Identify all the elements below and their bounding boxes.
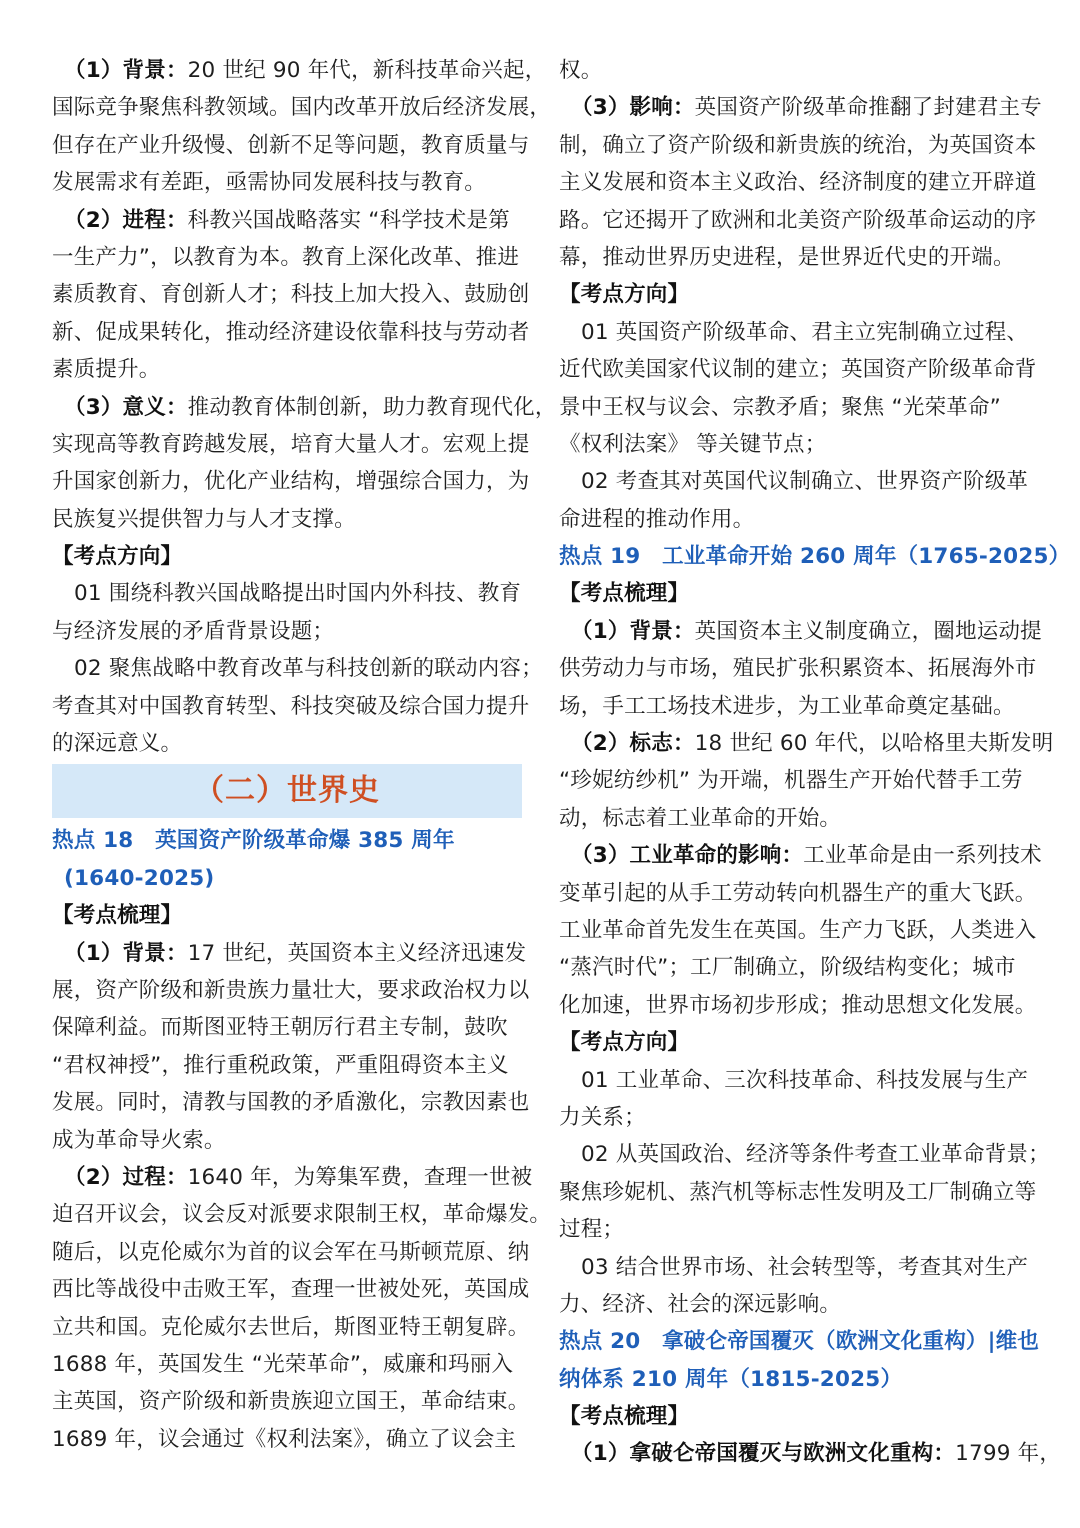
text-line: 随后，以克伦威尔为首的议会军在马斯顿荒原、纳 xyxy=(52,1239,530,1265)
text-line: 主义发展和资本主义政治、经济制度的建立开辟道 xyxy=(559,170,1037,196)
paragraph-industrial-background xyxy=(559,613,1042,725)
text-line: 热点 18 英国资产阶级革命爆 385 周年 xyxy=(52,828,455,854)
direction-item xyxy=(559,1249,1031,1324)
right-column xyxy=(559,52,1071,1473)
text-line: 立共和国。克伦威尔去世后，斯图亚特王朝复辟。 xyxy=(52,1314,530,1340)
text-line: 工业革命是由一系列技术 xyxy=(803,843,1042,869)
paragraph-background xyxy=(52,52,552,202)
text-line: 考查其对中国教育转型、科技突破及综合国力提升 xyxy=(52,693,530,719)
direction-item xyxy=(559,463,1031,538)
text-line: 供劳动力与市场，殖民扩张积累资本、拓展海外市 xyxy=(559,656,1037,682)
continuation-text: 权。 xyxy=(559,58,603,83)
paragraph-revolution-impact xyxy=(559,89,1042,276)
hot-topic-20-title xyxy=(559,1323,1040,1398)
text-line: 力关系； xyxy=(559,1104,646,1130)
text-line: 素质提升。 xyxy=(52,357,161,383)
text-line: 聚焦珍妮机、蒸汽机等标志性发明及工厂制确立等 xyxy=(559,1179,1037,1205)
label: （2）标志： xyxy=(571,731,695,757)
direction-item xyxy=(52,575,522,650)
text-line: 推动教育体制创新，助力教育现代化， xyxy=(187,394,557,420)
text-line: 02 聚焦战略中教育改革与科技创新的联动内容； xyxy=(74,656,543,682)
left-column xyxy=(52,52,557,1458)
label: （3）意义： xyxy=(64,394,188,420)
text-line: 1640 年，为筹集军费，查理一世被 xyxy=(187,1164,533,1190)
label: （1）背景： xyxy=(64,58,188,83)
text-line: 与经济发展的矛盾背景设题； xyxy=(52,618,335,644)
text-line: 实现高等教育跨越发展，培育大量人才。宏观上提 xyxy=(52,431,530,457)
text-line: 02 考查其对英国代议制确立、世界资产阶级革 xyxy=(581,469,1029,495)
text-line: 但存在产业升级慢、创新不足等问题，教育质量与 xyxy=(52,132,530,158)
paragraph-significance xyxy=(52,389,557,539)
section-heading-key-points: 【考点梳理】 xyxy=(559,581,690,607)
label: （1）拿破仑帝国覆灭与欧洲文化重构： xyxy=(571,1441,956,1467)
text-line: 工业革命首先发生在英国。生产力飞跃，人类进入 xyxy=(559,917,1037,943)
text-line: 01 英国资产阶级革命、君主立宪制确立过程、 xyxy=(581,319,1029,345)
text-line: “珍妮纺纱机” 为开端，机器生产开始代替手工劳 xyxy=(559,768,1023,794)
text-line: 素质教育、育创新人才；科技上加大投入、鼓励创 xyxy=(52,282,530,308)
text-line: 英国资产阶级革命推翻了封建君主专 xyxy=(694,95,1042,121)
text-line: (1640-2025) xyxy=(64,865,215,891)
text-line: 17 世纪，英国资本主义经济迅速发 xyxy=(187,940,527,966)
text-line: 成为革命导火索。 xyxy=(52,1127,226,1153)
text-line: 迫召开议会，议会反对派要求限制王权，革命爆发。 xyxy=(52,1202,552,1228)
text-line: 1688 年，英国发生 “光荣革命”，威廉和玛丽入 xyxy=(52,1351,514,1377)
text-line: 过程； xyxy=(559,1217,625,1243)
text-line: “蒸汽时代”；工厂制确立，阶级结构变化；城市 xyxy=(559,955,1016,981)
text-line: 纳体系 210 周年（1815-2025） xyxy=(559,1366,903,1392)
section-heading-exam-direction: 【考点方向】 xyxy=(52,544,183,570)
text-line: 民族复兴提供智力与人才支撑。 xyxy=(52,506,356,532)
section-banner-world-history: （二）世界史 xyxy=(52,764,522,818)
paragraph-progress xyxy=(52,202,530,389)
text-line: 01 围绕科教兴国战略提出时国内外科技、教育 xyxy=(74,581,522,607)
label: （1）背景： xyxy=(64,940,188,966)
text-line: 热点 20 拿破仑帝国覆灭（欧洲文化重构）|维也 xyxy=(559,1329,1040,1355)
text-line: 《权利法案》 等关键节点； xyxy=(559,431,827,457)
paragraph-industrial-marker xyxy=(559,725,1054,837)
text-line: 国际竞争聚焦科教领域。国内改革开放后经济发展， xyxy=(52,95,552,121)
text-line: 20 世纪 90 年代，新科技革命兴起， xyxy=(187,58,547,83)
text-line: “君权神授”，推行重税政策，严重阻碍资本主义 xyxy=(52,1052,509,1078)
text-line: 英国资本主义制度确立，圈地运动提 xyxy=(694,618,1042,644)
text-line: 一生产力”，以教育为本。教育上深化改革、推进 xyxy=(52,244,520,270)
text-line: 主英国，资产阶级和新贵族迎立国王，革命结束。 xyxy=(52,1389,530,1415)
text-line: 02 从英国政治、经济等条件考查工业革命背景； xyxy=(581,1142,1050,1168)
label: （3）影响： xyxy=(571,95,695,121)
hot-topic-18-title xyxy=(52,822,522,897)
text-line: 18 世纪 60 年代，以哈格里夫斯发明 xyxy=(694,731,1054,757)
text-line: 命进程的推动作用。 xyxy=(559,506,755,532)
text-line: 场，手工工场技术进步，为工业革命奠定基础。 xyxy=(559,693,1015,719)
text-line: 1799 年， xyxy=(955,1441,1062,1467)
text-line: 制，确立了资产阶级和新贵族的统治，为英国资本 xyxy=(559,132,1037,158)
text-line: 力、经济、社会的深远影响。 xyxy=(559,1291,842,1317)
text-line: 发展。同时，清教与国教的矛盾激化，宗教因素也 xyxy=(52,1090,530,1116)
label: （1）背景： xyxy=(571,618,695,644)
text-line: 化加速，世界市场初步形成；推动思想文化发展。 xyxy=(559,992,1037,1018)
direction-item xyxy=(559,1062,1031,1137)
section-heading-key-points: 【考点梳理】 xyxy=(52,903,183,929)
label: （2）进程： xyxy=(64,207,188,233)
label: （2）过程： xyxy=(64,1164,188,1190)
text-line: 路。它还揭开了欧洲和北美资产阶级革命运动的序 xyxy=(559,207,1037,233)
direction-item xyxy=(559,1136,1050,1248)
text-line: 03 结合世界市场、社会转型等，考查其对生产 xyxy=(581,1254,1029,1280)
text-line: 变革引起的从手工劳动转向机器生产的重大飞跃。 xyxy=(559,880,1037,906)
section-heading-exam-direction: 【考点方向】 xyxy=(559,1030,690,1056)
text-line: 展，资产阶级和新贵族力量壮大，要求政治权力以 xyxy=(52,977,530,1003)
text-line: 景中王权与议会、宗教矛盾；聚焦 “光荣革命” xyxy=(559,394,1002,420)
text-line: 保障利益。而斯图亚特王朝厉行君主专制，鼓吹 xyxy=(52,1015,508,1041)
paragraph-revolution-process xyxy=(52,1159,552,1458)
text-line: 升国家创新力，优化产业结构，增强综合国力，为 xyxy=(52,469,530,495)
text-line: 新、促成果转化，推动经济建设依靠科技与劳动者 xyxy=(52,319,530,345)
label: （3）工业革命的影响： xyxy=(571,843,804,869)
text-line: 西比等战役中击败王军，查理一世被处死，英国成 xyxy=(52,1277,530,1303)
paragraph-industrial-impact xyxy=(559,837,1042,1024)
text-line: 01 工业革命、三次科技革命、科技发展与生产 xyxy=(581,1067,1029,1093)
section-heading-key-points: 【考点梳理】 xyxy=(559,1404,690,1430)
hot-topic-19-title: 热点 19 工业革命开始 260 周年（1765-2025） xyxy=(559,544,1071,570)
direction-item xyxy=(52,650,543,762)
paragraph-napoleon xyxy=(559,1435,1062,1472)
text-line: 1689 年，议会通过《权利法案》，确立了议会主 xyxy=(52,1426,517,1452)
text-line: 发展需求有差距，亟需协同发展科技与教育。 xyxy=(52,170,487,196)
text-line: 科教兴国战略落实 “科学技术是第 xyxy=(187,207,510,233)
text-line: 的深远意义。 xyxy=(52,731,183,757)
text-line: 幕，推动世界历史进程，是世界近代史的开端。 xyxy=(559,244,1015,270)
direction-item xyxy=(559,314,1037,464)
text-line: 近代欧美国家代议制的建立；英国资产阶级革命背 xyxy=(559,357,1037,383)
section-heading-exam-direction: 【考点方向】 xyxy=(559,282,690,308)
paragraph-revolution-background xyxy=(52,935,530,1159)
text-line: 动，标志着工业革命的开始。 xyxy=(559,805,842,831)
